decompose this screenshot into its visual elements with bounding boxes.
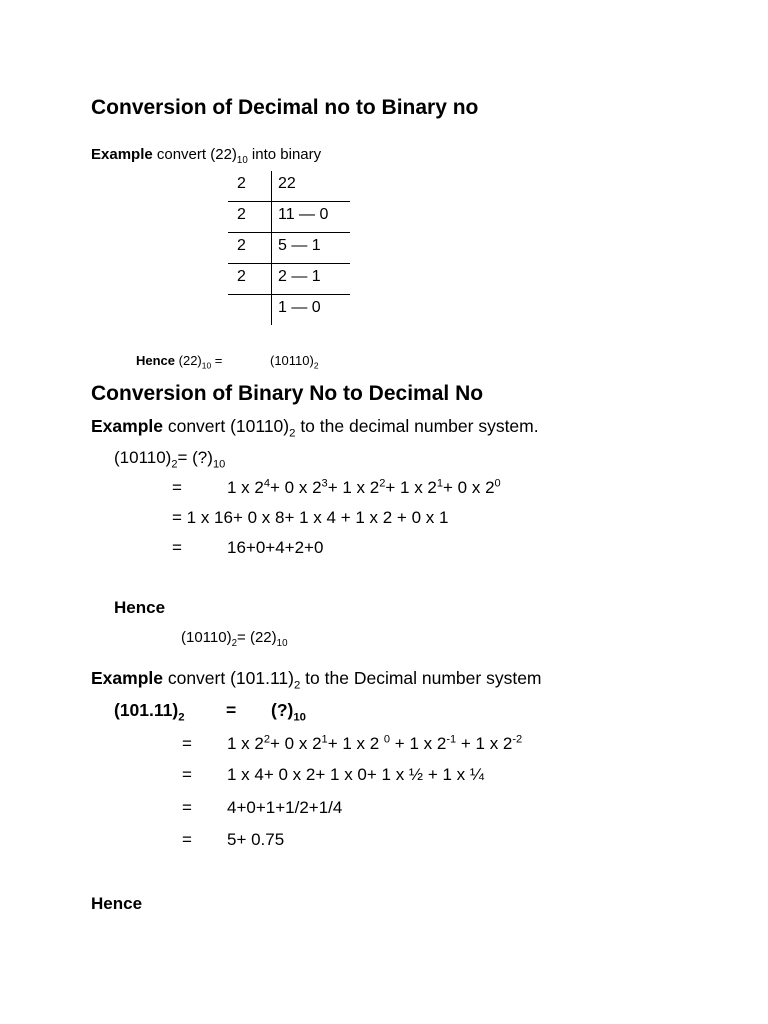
math-power: 1 [436, 477, 444, 490]
math-term: + 1 x 2 [327, 478, 380, 497]
section1-hence [136, 353, 223, 371]
section2-hence: Hence [114, 598, 166, 617]
example-text: convert (22) [152, 146, 237, 163]
math-text: (10110) [114, 448, 172, 467]
math-power: 0 [494, 477, 501, 490]
example-text: convert (101.11) [162, 668, 294, 688]
math-text: = (?) [177, 448, 213, 467]
result-text: = (22) [237, 629, 277, 646]
math-subscript: 2 [178, 711, 185, 724]
math-term: + 1 x 2 [327, 734, 384, 753]
section1-hence-result [270, 353, 319, 371]
table-divisor: 2 [237, 237, 246, 254]
math-term: 1 x 2 [227, 734, 264, 753]
hence-label: Hence [136, 353, 176, 368]
section3-hence: Hence [91, 894, 143, 913]
section2-line1 [114, 448, 226, 471]
math-power: -2 [512, 733, 523, 746]
equals-sign: = [182, 734, 192, 753]
section3-line1 [227, 734, 522, 754]
math-term: + 1 x 2 [456, 734, 513, 753]
math-text: (101.11) [114, 700, 179, 720]
math-subscript: 2 [171, 458, 178, 471]
hence-equals: = [211, 353, 223, 368]
math-term: + 0 x 2 [270, 734, 322, 753]
section3-head-left [114, 700, 185, 724]
math-power: 0 [383, 733, 391, 746]
section2-example [91, 416, 539, 440]
equals-sign: = [182, 765, 192, 784]
math-power: 3 [321, 477, 328, 490]
math-power: -1 [446, 733, 457, 746]
equals-sign: = [172, 478, 182, 497]
math-power: 2 [263, 733, 271, 746]
table-rule [228, 232, 350, 233]
section3-line4: 5+ 0.75 [227, 830, 285, 849]
example-text-post: to the Decimal number system [300, 668, 542, 688]
section3-head-right [271, 700, 306, 724]
section3-line2: 1 x 4+ 0 x 2+ 1 x 0+ 1 x ½ + 1 x ¼ [227, 765, 485, 784]
table-value: 2 — 1 [278, 268, 321, 285]
math-subscript: 10 [212, 458, 226, 471]
math-term: + 1 x 2 [390, 734, 447, 753]
equals-sign: = [182, 798, 192, 817]
table-divisor: 2 [237, 206, 246, 223]
table-rule [228, 294, 350, 295]
result-subscript: 2 [231, 638, 238, 649]
section1-title: Conversion of Decimal no to Binary no [91, 96, 479, 119]
hence-text: (22) [175, 353, 202, 368]
math-term: + 0 x 2 [443, 478, 495, 497]
math-subscript: 10 [293, 711, 306, 724]
table-rule [228, 201, 350, 202]
example-text-post: to the decimal number system. [295, 416, 539, 436]
hence-subscript: 10 [201, 360, 212, 371]
example-label: Example [91, 416, 163, 436]
math-power: 2 [379, 477, 386, 490]
example-label: Example [91, 668, 163, 688]
example-label: Example [91, 146, 153, 163]
math-term: + 1 x 2 [385, 478, 437, 497]
example-subscript: 10 [236, 155, 248, 166]
math-term: + 0 x 2 [270, 478, 322, 497]
section1-example [91, 146, 322, 166]
example-subscript: 2 [293, 679, 301, 692]
section2-result [181, 629, 288, 649]
table-rule [228, 263, 350, 264]
equals-sign: = [226, 700, 237, 720]
section2-title: Conversion of Binary No to Decimal No [91, 382, 484, 405]
example-subscript: 2 [289, 427, 296, 440]
math-text: (?) [271, 700, 294, 720]
table-value: 5 — 1 [278, 237, 321, 254]
table-divisor: 2 [237, 268, 246, 285]
table-value: 11 — 0 [278, 206, 329, 223]
table-value: 22 [278, 175, 296, 192]
table-value: 1 — 0 [278, 299, 321, 316]
result-subscript: 10 [276, 638, 288, 649]
table-divisor: 2 [237, 175, 246, 192]
example-text: convert (10110) [162, 416, 290, 436]
section2-line3: = 1 x 16+ 0 x 8+ 1 x 4 + 1 x 2 + 0 x 1 [172, 508, 449, 527]
equals-sign: = [182, 830, 192, 849]
section2-line2 [227, 478, 501, 498]
section3-example [91, 668, 542, 692]
math-term: 1 x 2 [227, 478, 264, 497]
table-vertical-rule [271, 171, 272, 325]
math-power: 4 [263, 477, 271, 490]
hence-result-text: (10110) [270, 353, 314, 368]
equals-sign: = [172, 538, 182, 557]
example-text-post: into binary [247, 146, 322, 163]
section2-line4: 16+0+4+2+0 [227, 538, 324, 557]
hence-result-subscript: 2 [313, 360, 319, 371]
result-text: (10110) [181, 629, 232, 646]
math-power: 1 [321, 733, 328, 746]
section3-line3: 4+0+1+1/2+1/4 [227, 798, 343, 817]
